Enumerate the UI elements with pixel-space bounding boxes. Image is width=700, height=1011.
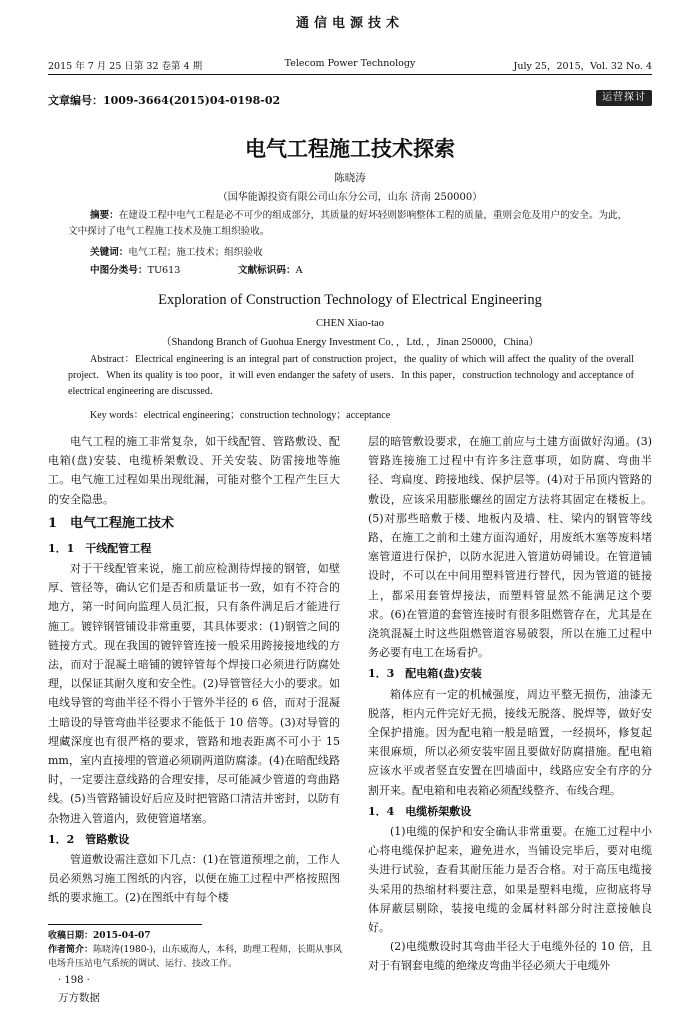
abstract-cn bbox=[68, 208, 634, 240]
received-date: 收稿日期：2015-04-07 bbox=[48, 931, 151, 941]
section-1-1-heading: 1．1 干线配管工程 bbox=[48, 541, 152, 555]
document-code-value: A bbox=[295, 265, 303, 276]
abstract-en: Abstract：Electrical engineering is an integral part of construction project，the quality of which will affect the quality of the overall project．When its quality is too poor，it will even endanger the safety of users．In this paper，construction technology and acceptance of electrical engineering are discussed． bbox=[68, 354, 634, 397]
affiliation-cn: （国华能源投资有限公司山东分公司，山东 济南 250000） bbox=[217, 192, 483, 203]
author-bio-label: 作者简介： bbox=[48, 945, 94, 955]
section-stamp: 运营探讨 bbox=[596, 90, 652, 106]
footnote-rule bbox=[48, 924, 202, 925]
section-1-3-paragraph: 箱体应有一定的机械强度，周边平整无损伤，油漆无脱落，柜内元件完好无损，接线无脱落、脱焊等，做好安全保护措施。因为配电箱一般是暗置，一经损坏，修复起来很麻烦，所以必须安装牢固且要做好防腐措施。配电箱应该水平或者竖直安置在凹墙面中，线路应安全有序的分割开来。配电箱和电表箱必须配线整齐、布线合理。 bbox=[368, 687, 652, 797]
issue-info-cn: 2015 年 7 月 25 日第 32 卷第 4 期 bbox=[48, 61, 203, 72]
author-en: CHEN Xiao-tao bbox=[316, 318, 384, 329]
title-cn: 电气工程施工技术探索 bbox=[245, 136, 455, 161]
classification bbox=[90, 262, 180, 276]
keywords-cn-text: 电气工程；施工技术；组织验收 bbox=[128, 247, 263, 258]
intro-paragraph: 电气工程的施工非常复杂，如干线配管、管路敷设、配电箱(盘)安装、电缆桥架敷设、开关安装、防雷接地等施工。电气施工过程如果出现纰漏，可能对整个工程产生巨大的安全隐患。 bbox=[48, 435, 340, 506]
title-en: Exploration of Construction Technology of Electrical Engineering bbox=[158, 292, 542, 308]
classification-label: 中图分类号： bbox=[90, 265, 148, 276]
abstract-cn-label: 摘要： bbox=[90, 210, 119, 221]
author-cn: 陈晓涛 bbox=[334, 172, 366, 184]
abstract-cn-text: 在建设工程中电气工程是必不可少的组成部分，其质量的好坏轻则影响整体工程的质量，重则会危及用户的安全。为此，文中探讨了电气工程施工技术及施工组织验收。 bbox=[68, 210, 628, 237]
section-1-2-paragraph: 管道敷设需注意如下几点：(1)在管道预埋之前，工作人员必须熟习施工图纸的内容，以便在施工过程中严格按照图纸的要求施工。(2)在图纸中有每个楼 bbox=[48, 853, 340, 905]
section-1-2-continued: 层的暗管敷设要求，在施工前应与土建方面做好沟通。(3)管路连接施工过程中有许多注意事项，如防腐、弯曲半径、弯扁度、跨接地线、保护层等。(4)对于吊顶内管路的敷设，应该采用膨胀螺丝的固定方法将其固定在楼板上。(5)对那些暗敷于楼、地板内及墙、柱、梁内的钢管等线路，在施工之前和土建方面沟通好，用废纸木塞等废料堵塞管道进行保护，以防水泥进入管道妨碍铺设。在管道铺设时，不可以在中间用塑料管进行替代，因为管道的链接上，都采用套管焊接法，而塑料管显然不能满足这个要求。(6)在管道的套管连接时有很多阻燃管存在，尤其是在浇筑混凝土时这些阻燃管道容易破裂，所以在施工过程中务必要有电工在场看护。 bbox=[368, 435, 652, 660]
journal-name-en: Telecom Power Technology bbox=[284, 58, 416, 69]
body-right-column bbox=[368, 432, 652, 976]
author-bio bbox=[48, 943, 348, 971]
issue-info-en: July 25，2015，Vol. 32 No. 4 bbox=[513, 61, 652, 72]
body-left-column bbox=[48, 432, 340, 908]
section-1-heading: 1 电气工程施工技术 bbox=[48, 515, 175, 531]
section-1-1-paragraph: 对于干线配管来说，施工前应检测待焊接的钢管，如壁厚、管径等，确认它们是否和质量证书一致，如有不符合的地方，第一时间向监理人员汇报，只有条件满足后才能进行施工。镀锌钢管铺设非常重要，其具体要求：(1)钢管之间的链接方式。现在我国的镀锌管连接一般采用跨接接地线的方法，而对于混凝土暗铺的镀锌管每个焊接口必须进行防腐处理，以保证其耐久度和安全性。(2)导管管径大小的要求。如电线导管的弯曲半径不得小于管外半径的 6 倍，而对于混凝土暗设的导管弯曲半径要求不能低于 10 倍等。(3)对导管的埋藏深度也有很严格的要求，管路和地表距离不可小于 15 mm，室内直接埋的管道必须刷两道防腐漆。(4)在暗配线路时，一定要注意线路的合理安排，尽可能减少管道的弯曲路线。(5)当管路铺设好后应及时把管路口清洁并密封，以防有杂物进入管道内，致使管道堵塞。 bbox=[48, 562, 340, 825]
header-rule bbox=[48, 74, 652, 75]
section-1-4-paragraph-1: (1)电缆的保护和安全确认非常重要。在施工过程中小心将电缆保护起来，避免进水，当铺设完毕后，要对电缆头进行试验，查看其耐压能力是否合格。对于高压电缆接头采用的热缩材料要注意，如果是塑料电缆，应彻底将导体屏蔽层剔除，装接电缆的金属材料部分时注意接触良好。 bbox=[368, 825, 652, 935]
document-code bbox=[238, 262, 303, 276]
keywords-cn bbox=[90, 244, 263, 258]
page-number: · 198 · bbox=[58, 975, 90, 986]
section-1-4-heading: 1．4 电缆桥架敷设 bbox=[368, 804, 472, 818]
keywords-en: Key words：electrical engineering；construction technology；acceptance bbox=[90, 410, 391, 421]
affiliation-en: （Shandong Branch of Guohua Energy Investment Co．，Ltd．，Jinan 250000，China） bbox=[160, 337, 540, 348]
journal-logo: 通信电源技术 bbox=[295, 16, 404, 31]
section-1-3-heading: 1．3 配电箱(盘)安装 bbox=[368, 667, 482, 681]
section-1-4-paragraph-2: (2)电缆敷设时其弯曲半径大于电缆外径的 10 倍，且对于有钢套电缆的绝缘皮弯曲半径必须大于电缆外 bbox=[368, 940, 652, 973]
document-code-label: 文献标识码： bbox=[238, 265, 296, 276]
keywords-cn-label: 关键词： bbox=[90, 247, 129, 258]
section-1-2-heading: 1．2 管路敷设 bbox=[48, 832, 130, 846]
author-bio-text: 陈晓涛(1980-)，山东威海人，本科，助理工程师，长期从事风电场升压站电气系统的调试、运行、技改工作。 bbox=[48, 945, 342, 969]
watermark: 万方数据 bbox=[58, 992, 100, 1004]
article-number: 文章编号：1009-3664(2015)04-0198-02 bbox=[48, 94, 281, 107]
classification-value: TU613 bbox=[147, 265, 181, 276]
